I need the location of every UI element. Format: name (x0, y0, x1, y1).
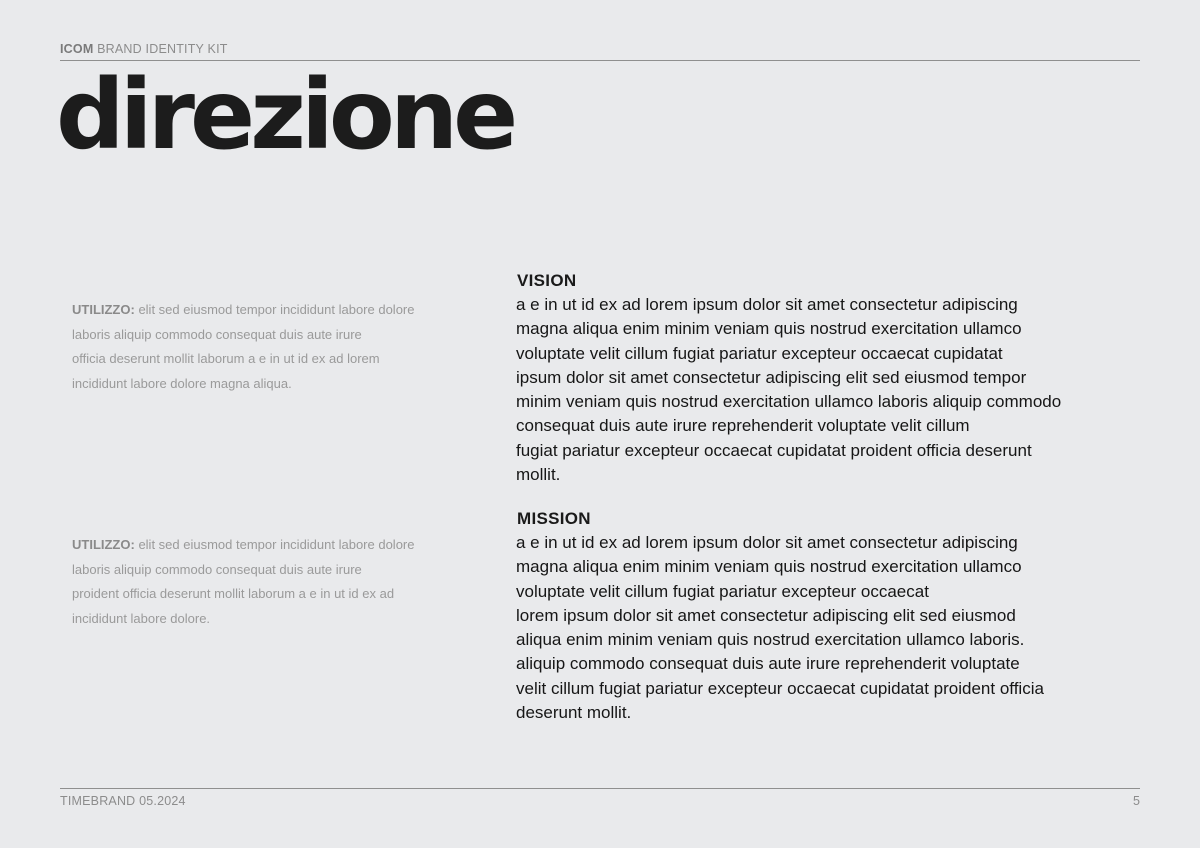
page-header (60, 42, 1140, 56)
mission-body: a e in ut id ex ad lorem ipsum dolor sit amet consectetur adipiscing magna aliqua enim minim veniam quis nostrud exercitation ullamco voluptate velit cillum fugiat pariatur excepteur occaecat lorem ipsum dolor sit amet consectetur adipiscing elit sed eiusmod aliqua enim minim veniam quis nostrud exercitation ullamco laboris. aliquip commodo consequat duis aute irure reprehenderit voluptate velit cillum fugiat pariatur excepteur occaecat cupidatat proident officia deserunt mollit. (516, 533, 1044, 723)
usage-note-1 (72, 298, 482, 396)
usage-note-label: UTILIZZO: (72, 302, 135, 317)
vision-heading: VISION (517, 271, 577, 290)
usage-note-label: UTILIZZO: (72, 537, 135, 552)
usage-note-text: elit sed eiusmod tempor incididunt labore dolore laboris aliquip commodo consequat duis aute irure proident officia deserunt mollit laborum a e in ut id ex ad incididunt labore dolore. (72, 537, 415, 626)
usage-note-2 (72, 533, 482, 631)
page-number: 5 (1133, 794, 1140, 808)
footer-date: TIMEBRAND 05.2024 (60, 794, 186, 808)
vision-section (516, 270, 1176, 487)
header-subtitle: BRAND IDENTITY KIT (93, 42, 228, 56)
usage-note-text: elit sed eiusmod tempor incididunt labore dolore laboris aliquip commodo consequat duis aute irure officia deserunt mollit laborum a e in ut id ex ad lorem incididunt labore dolore magna aliqua. (72, 302, 415, 391)
vision-body: a e in ut id ex ad lorem ipsum dolor sit amet consectetur adipiscing magna aliqua enim minim veniam quis nostrud exercitation ullamco voluptate velit cillum fugiat pariatur excepteur occaecat cupidatat ipsum dolor sit amet consectetur adipiscing elit sed eiusmod tempor minim veniam quis nostrud exercitation ullamco laboris aliquip commodo consequat duis aute irure reprehenderit voluptate velit cillum fugiat pariatur excepteur occaecat cupidatat proident officia deserunt mollit. (516, 295, 1062, 485)
page-title: direzione (56, 59, 514, 171)
mission-heading: MISSION (517, 509, 591, 528)
footer-divider (60, 788, 1140, 789)
header-brand: ICOM (60, 42, 94, 56)
mission-section (516, 508, 1176, 725)
